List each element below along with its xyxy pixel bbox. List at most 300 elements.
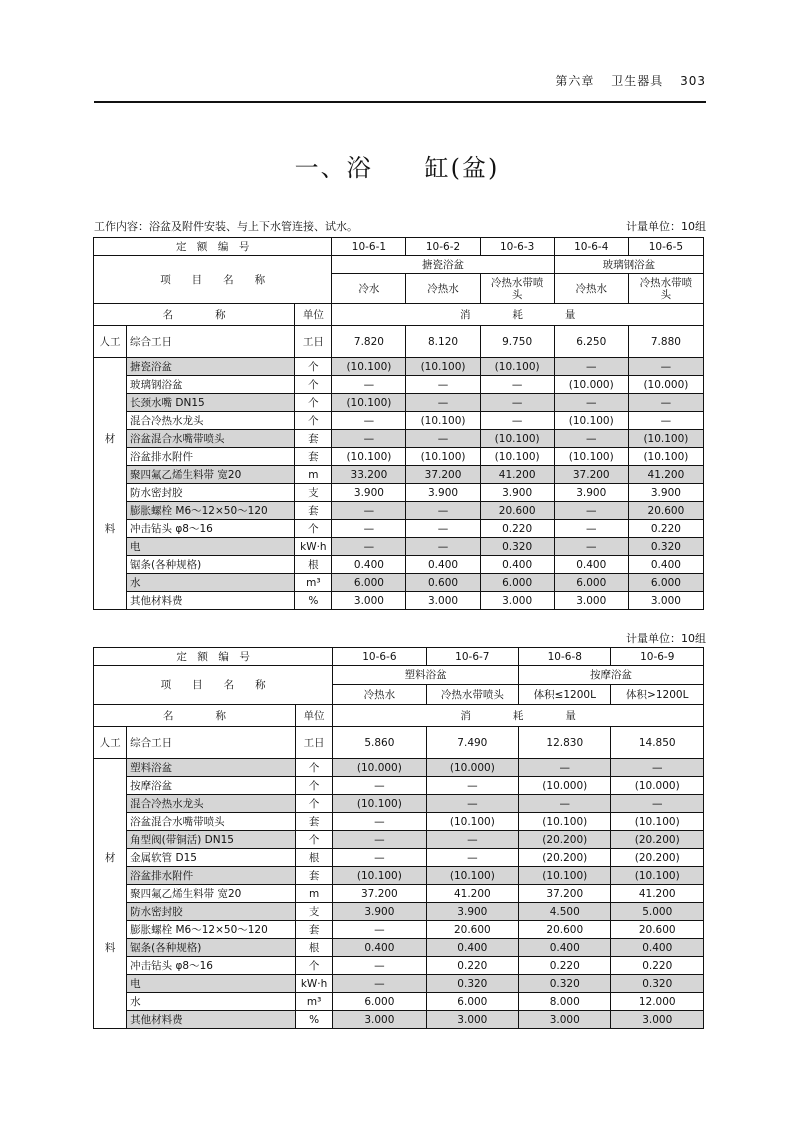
name-header: 名 称 [94, 705, 296, 727]
material-category-cell [94, 903, 127, 921]
measure-unit-1: 计量单位：10组 [626, 220, 706, 233]
material-row [94, 556, 704, 574]
material-value: — [554, 502, 628, 520]
material-value: — [406, 394, 480, 412]
material-value: 0.400 [611, 939, 704, 957]
material-value: (20.200) [519, 849, 611, 867]
quota-code: 10-6-9 [611, 648, 704, 666]
material-value: — [332, 538, 406, 556]
material-value: (10.100) [332, 358, 406, 376]
material-row [94, 520, 704, 538]
labor-value: 7.490 [426, 727, 518, 759]
material-name: 水 [127, 574, 295, 592]
material-name: 混合冷热水龙头 [127, 795, 296, 813]
measure-unit-2: 计量单位：10组 [626, 632, 706, 645]
material-value: (10.100) [480, 430, 554, 448]
material-name: 其他材料费 [127, 592, 295, 610]
material-name: 电 [127, 538, 295, 556]
material-value: 37.200 [333, 885, 426, 903]
material-value: (10.000) [333, 759, 426, 777]
material-rows-2 [94, 759, 704, 1029]
sub-item: 冷热水带喷头 [426, 685, 518, 705]
material-value: 0.400 [426, 939, 518, 957]
material-value: 0.320 [519, 975, 611, 993]
material-value: — [333, 813, 426, 831]
material-value: 0.320 [628, 538, 703, 556]
material-category-cell [94, 795, 127, 813]
material-value: (10.100) [554, 412, 628, 430]
labor-value: 6.250 [554, 326, 628, 358]
material-category-cell [94, 885, 127, 903]
material-value: — [480, 394, 554, 412]
material-value: 3.900 [426, 903, 518, 921]
material-name: 长颈水嘴 DN15 [127, 394, 295, 412]
chapter-label: 第六章 [555, 74, 595, 88]
material-value: 3.900 [554, 484, 628, 502]
material-value: 0.400 [333, 939, 426, 957]
material-unit: 个 [295, 376, 332, 394]
material-name: 水 [127, 993, 296, 1011]
material-value: 6.000 [426, 993, 518, 1011]
labor-value: 9.750 [480, 326, 554, 358]
material-value: (10.100) [406, 448, 480, 466]
labor-name: 综合工日 [127, 727, 296, 759]
material-value: — [333, 921, 426, 939]
material-value: (10.100) [480, 448, 554, 466]
material-row [94, 394, 704, 412]
material-unit: m³ [295, 574, 332, 592]
sub-item: 冷水 [332, 274, 406, 304]
material-unit: 个 [295, 831, 332, 849]
quota-code: 10-6-6 [333, 648, 426, 666]
material-row [94, 502, 704, 520]
material-category-cell [94, 957, 127, 975]
sub-item: 冷热水 [406, 274, 480, 304]
material-category-cell [94, 993, 127, 1011]
consumption-header: 消 耗 量 [332, 304, 704, 326]
material-value: (10.000) [628, 376, 703, 394]
material-value: (10.100) [333, 867, 426, 885]
material-value: — [554, 538, 628, 556]
labor-value: 7.880 [628, 326, 703, 358]
material-category-cell [94, 556, 127, 574]
material-name: 锯条(各种规格) [127, 556, 295, 574]
material-name: 玻璃钢浴盆 [127, 376, 295, 394]
header-rule [94, 101, 706, 103]
material-value: 3.000 [406, 592, 480, 610]
material-value: — [426, 777, 518, 795]
material-value: — [480, 376, 554, 394]
material-row [94, 759, 704, 777]
material-value: 6.000 [333, 993, 426, 1011]
labor-name: 综合工日 [127, 326, 295, 358]
material-name: 浴盆排水附件 [127, 448, 295, 466]
material-value: 20.600 [628, 502, 703, 520]
material-name: 防水密封胶 [127, 903, 296, 921]
material-row [94, 939, 704, 957]
material-value: 0.320 [611, 975, 704, 993]
material-value: 37.200 [554, 466, 628, 484]
material-unit: 套 [295, 921, 332, 939]
material-value: 20.600 [426, 921, 518, 939]
labor-value: 14.850 [611, 727, 704, 759]
material-category-cell [94, 1011, 127, 1029]
sub-item: 体积≤1200L [519, 685, 611, 705]
material-row [94, 849, 704, 867]
material-value: — [519, 759, 611, 777]
material-value: — [628, 358, 703, 376]
quota-code: 10-6-7 [426, 648, 518, 666]
material-unit: 套 [295, 867, 332, 885]
quota-code: 10-6-8 [519, 648, 611, 666]
material-category-cell [94, 777, 127, 795]
group-header: 搪瓷浴盆 [332, 256, 554, 274]
material-value: 33.200 [332, 466, 406, 484]
material-row [94, 903, 704, 921]
material-row [94, 376, 704, 394]
material-value: — [406, 538, 480, 556]
material-value: — [628, 394, 703, 412]
sub-item: 冷热水 [554, 274, 628, 304]
material-value: 3.000 [333, 1011, 426, 1029]
material-row [94, 921, 704, 939]
material-unit: 个 [295, 412, 332, 430]
material-value: (10.100) [628, 448, 703, 466]
material-name: 混合冷热水龙头 [127, 412, 295, 430]
material-value: (10.100) [332, 448, 406, 466]
material-value: 3.900 [332, 484, 406, 502]
material-rows-1 [94, 358, 704, 610]
material-unit: 个 [295, 957, 332, 975]
material-value: (10.100) [519, 813, 611, 831]
material-row [94, 1011, 704, 1029]
material-value: 0.400 [406, 556, 480, 574]
material-value: 20.600 [480, 502, 554, 520]
labor-category: 人工 [94, 326, 127, 358]
material-value: 37.200 [519, 885, 611, 903]
work-content: 工作内容：浴盆及附件安装、与上下水管连接、试水。 [94, 220, 358, 233]
material-value: (10.100) [333, 795, 426, 813]
material-unit: 个 [295, 394, 332, 412]
material-category-cell [94, 921, 127, 939]
material-unit: kW·h [295, 538, 332, 556]
material-row [94, 885, 704, 903]
material-row [94, 795, 704, 813]
material-row [94, 592, 704, 610]
material-value: — [611, 795, 704, 813]
quota-code: 10-6-5 [628, 238, 703, 256]
material-row [94, 831, 704, 849]
page-title: 一、浴 缸(盆) [294, 154, 500, 182]
material-name: 膨胀螺栓 M6～12×50～120 [127, 921, 296, 939]
quota-table-1 [93, 237, 704, 610]
material-value: 6.000 [332, 574, 406, 592]
material-value: 0.400 [628, 556, 703, 574]
material-value: (10.100) [426, 867, 518, 885]
material-value: — [628, 412, 703, 430]
material-value: — [426, 795, 518, 813]
labor-unit: 工日 [295, 727, 332, 759]
material-value: 0.400 [332, 556, 406, 574]
material-value: (10.100) [519, 867, 611, 885]
material-name: 膨胀螺栓 M6～12×50～120 [127, 502, 295, 520]
material-value: — [519, 795, 611, 813]
material-name: 浴盆排水附件 [127, 867, 296, 885]
material-value: (10.100) [628, 430, 703, 448]
material-value: (10.100) [611, 867, 704, 885]
material-value: 0.220 [480, 520, 554, 538]
material-unit: 套 [295, 813, 332, 831]
material-value: (10.100) [611, 813, 704, 831]
labor-value: 5.860 [333, 727, 426, 759]
material-value: 3.900 [480, 484, 554, 502]
material-value: — [332, 520, 406, 538]
material-unit: m [295, 885, 332, 903]
material-name: 锯条(各种规格) [127, 939, 296, 957]
material-category-cell [94, 376, 127, 394]
group-header: 玻璃钢浴盆 [554, 256, 703, 274]
material-name: 电 [127, 975, 296, 993]
section-label: 卫生器具 [611, 74, 664, 88]
material-value: 0.320 [480, 538, 554, 556]
material-name: 浴盆混合水嘴带喷头 [127, 430, 295, 448]
material-value: — [554, 394, 628, 412]
material-value: — [554, 520, 628, 538]
group-header: 塑料浴盆 [333, 666, 519, 685]
material-value: 3.000 [426, 1011, 518, 1029]
page-number: 303 [680, 74, 706, 88]
material-category-cell [94, 358, 127, 376]
material-value: — [611, 759, 704, 777]
material-value: 6.000 [480, 574, 554, 592]
material-unit: % [295, 592, 332, 610]
material-value: (10.100) [554, 448, 628, 466]
material-value: 0.320 [426, 975, 518, 993]
material-name: 角型阀(带铜活) DN15 [127, 831, 296, 849]
material-unit: 套 [295, 502, 332, 520]
material-unit: kW·h [295, 975, 332, 993]
material-value: 0.400 [519, 939, 611, 957]
material-category-cell: 料 [94, 939, 127, 957]
material-value: 20.600 [611, 921, 704, 939]
material-name: 冲击钻头 φ8～16 [127, 957, 296, 975]
material-value: 41.200 [628, 466, 703, 484]
material-value: 3.000 [628, 592, 703, 610]
labor-unit: 工日 [295, 326, 332, 358]
material-value: (10.000) [519, 777, 611, 795]
material-value: 41.200 [480, 466, 554, 484]
material-value: — [554, 358, 628, 376]
material-value: 12.000 [611, 993, 704, 1011]
material-value: — [554, 430, 628, 448]
material-value: (20.200) [519, 831, 611, 849]
material-category-cell [94, 394, 127, 412]
material-value: 37.200 [406, 466, 480, 484]
material-row [94, 358, 704, 376]
material-value: 6.000 [628, 574, 703, 592]
material-unit: 个 [295, 777, 332, 795]
material-unit: 支 [295, 903, 332, 921]
material-value: 0.400 [554, 556, 628, 574]
material-value: (10.000) [426, 759, 518, 777]
material-row [94, 777, 704, 795]
material-value: — [480, 412, 554, 430]
material-value: 0.220 [628, 520, 703, 538]
material-value: 3.000 [611, 1011, 704, 1029]
code-header: 定 额 编 号 [94, 238, 332, 256]
material-value: (10.100) [406, 358, 480, 376]
name-header: 名 称 [94, 304, 295, 326]
material-category-cell [94, 759, 127, 777]
material-value: 4.500 [519, 903, 611, 921]
material-value: (10.000) [554, 376, 628, 394]
group-header: 按摩浴盆 [519, 666, 704, 685]
material-category-cell [94, 484, 127, 502]
running-header [94, 72, 706, 92]
material-row [94, 430, 704, 448]
material-value: (10.100) [332, 394, 406, 412]
material-unit: 根 [295, 556, 332, 574]
material-name: 聚四氟乙烯生料带 宽20 [127, 466, 295, 484]
material-category-cell [94, 538, 127, 556]
material-row [94, 813, 704, 831]
material-value: 3.900 [406, 484, 480, 502]
sub-item: 冷热水带喷头 [628, 274, 703, 304]
material-value: 0.400 [480, 556, 554, 574]
material-value: — [333, 849, 426, 867]
material-name: 其他材料费 [127, 1011, 296, 1029]
material-value: 41.200 [426, 885, 518, 903]
material-name: 塑料浴盆 [127, 759, 296, 777]
material-value: 0.220 [426, 957, 518, 975]
material-name: 搪瓷浴盆 [127, 358, 295, 376]
material-unit: 套 [295, 430, 332, 448]
material-value: (10.100) [406, 412, 480, 430]
material-value: (10.100) [480, 358, 554, 376]
material-category-cell [94, 448, 127, 466]
material-category-cell [94, 412, 127, 430]
quota-code: 10-6-2 [406, 238, 480, 256]
material-category-cell [94, 867, 127, 885]
labor-value: 7.820 [332, 326, 406, 358]
material-category-cell [94, 813, 127, 831]
material-category-cell [94, 574, 127, 592]
material-value: — [406, 430, 480, 448]
material-value: (20.200) [611, 831, 704, 849]
material-value: — [333, 831, 426, 849]
material-category-cell [94, 592, 127, 610]
material-value: — [333, 777, 426, 795]
material-category-cell: 料 [94, 520, 127, 538]
material-unit: 个 [295, 358, 332, 376]
unit-header: 单位 [295, 304, 332, 326]
material-unit: 套 [295, 448, 332, 466]
material-value: (10.100) [426, 813, 518, 831]
material-value: 20.600 [519, 921, 611, 939]
sub-item: 冷热水带喷头 [480, 274, 554, 304]
labor-value: 12.830 [519, 727, 611, 759]
material-unit: % [295, 1011, 332, 1029]
material-value: 0.220 [519, 957, 611, 975]
material-unit: 个 [295, 795, 332, 813]
material-unit: 个 [295, 520, 332, 538]
quota-code: 10-6-1 [332, 238, 406, 256]
material-value: 5.000 [611, 903, 704, 921]
sub-item: 体积>1200L [611, 685, 704, 705]
material-unit: 根 [295, 939, 332, 957]
material-unit: m³ [295, 993, 332, 1011]
material-category-cell: 材 [94, 430, 127, 448]
consumption-header: 消 耗 量 [333, 705, 704, 727]
material-value: 3.900 [628, 484, 703, 502]
material-value: — [333, 975, 426, 993]
material-category-cell: 材 [94, 849, 127, 867]
work-content-line [94, 218, 706, 234]
material-row [94, 867, 704, 885]
material-name: 金属软管 D15 [127, 849, 296, 867]
material-unit: 个 [295, 759, 332, 777]
labor-category: 人工 [94, 727, 127, 759]
material-value: 3.000 [554, 592, 628, 610]
quota-code: 10-6-3 [480, 238, 554, 256]
material-name: 防水密封胶 [127, 484, 295, 502]
material-name: 聚四氟乙烯生料带 宽20 [127, 885, 296, 903]
material-value: 3.900 [333, 903, 426, 921]
unit-header: 单位 [295, 705, 332, 727]
material-value: 8.000 [519, 993, 611, 1011]
material-row [94, 957, 704, 975]
material-unit: m [295, 466, 332, 484]
material-value: — [406, 502, 480, 520]
material-unit: 支 [295, 484, 332, 502]
material-value: 0.220 [611, 957, 704, 975]
material-value: 3.000 [519, 1011, 611, 1029]
material-value: 41.200 [611, 885, 704, 903]
material-value: — [406, 376, 480, 394]
material-value: — [426, 831, 518, 849]
material-category-cell [94, 831, 127, 849]
labor-value: 8.120 [406, 326, 480, 358]
material-row [94, 412, 704, 430]
item-name-header: 项 目 名 称 [94, 256, 332, 304]
material-category-cell [94, 975, 127, 993]
material-value: — [332, 376, 406, 394]
material-category-cell [94, 466, 127, 484]
material-name: 冲击钻头 φ8～16 [127, 520, 295, 538]
quota-code: 10-6-4 [554, 238, 628, 256]
sub-item: 冷热水 [333, 685, 426, 705]
material-value: 3.000 [332, 592, 406, 610]
item-name-header: 项 目 名 称 [94, 666, 333, 705]
material-name: 按摩浴盆 [127, 777, 296, 795]
code-header: 定 额 编 号 [94, 648, 333, 666]
material-row [94, 484, 704, 502]
material-row [94, 574, 704, 592]
material-row [94, 538, 704, 556]
material-value: — [426, 849, 518, 867]
material-value: — [406, 520, 480, 538]
quota-table-2 [93, 647, 704, 1029]
material-row [94, 993, 704, 1011]
material-row [94, 466, 704, 484]
material-value: 3.000 [480, 592, 554, 610]
material-value: 6.000 [554, 574, 628, 592]
material-row [94, 448, 704, 466]
material-value: — [332, 412, 406, 430]
material-value: (10.000) [611, 777, 704, 795]
material-value: 0.600 [406, 574, 480, 592]
material-unit: 根 [295, 849, 332, 867]
